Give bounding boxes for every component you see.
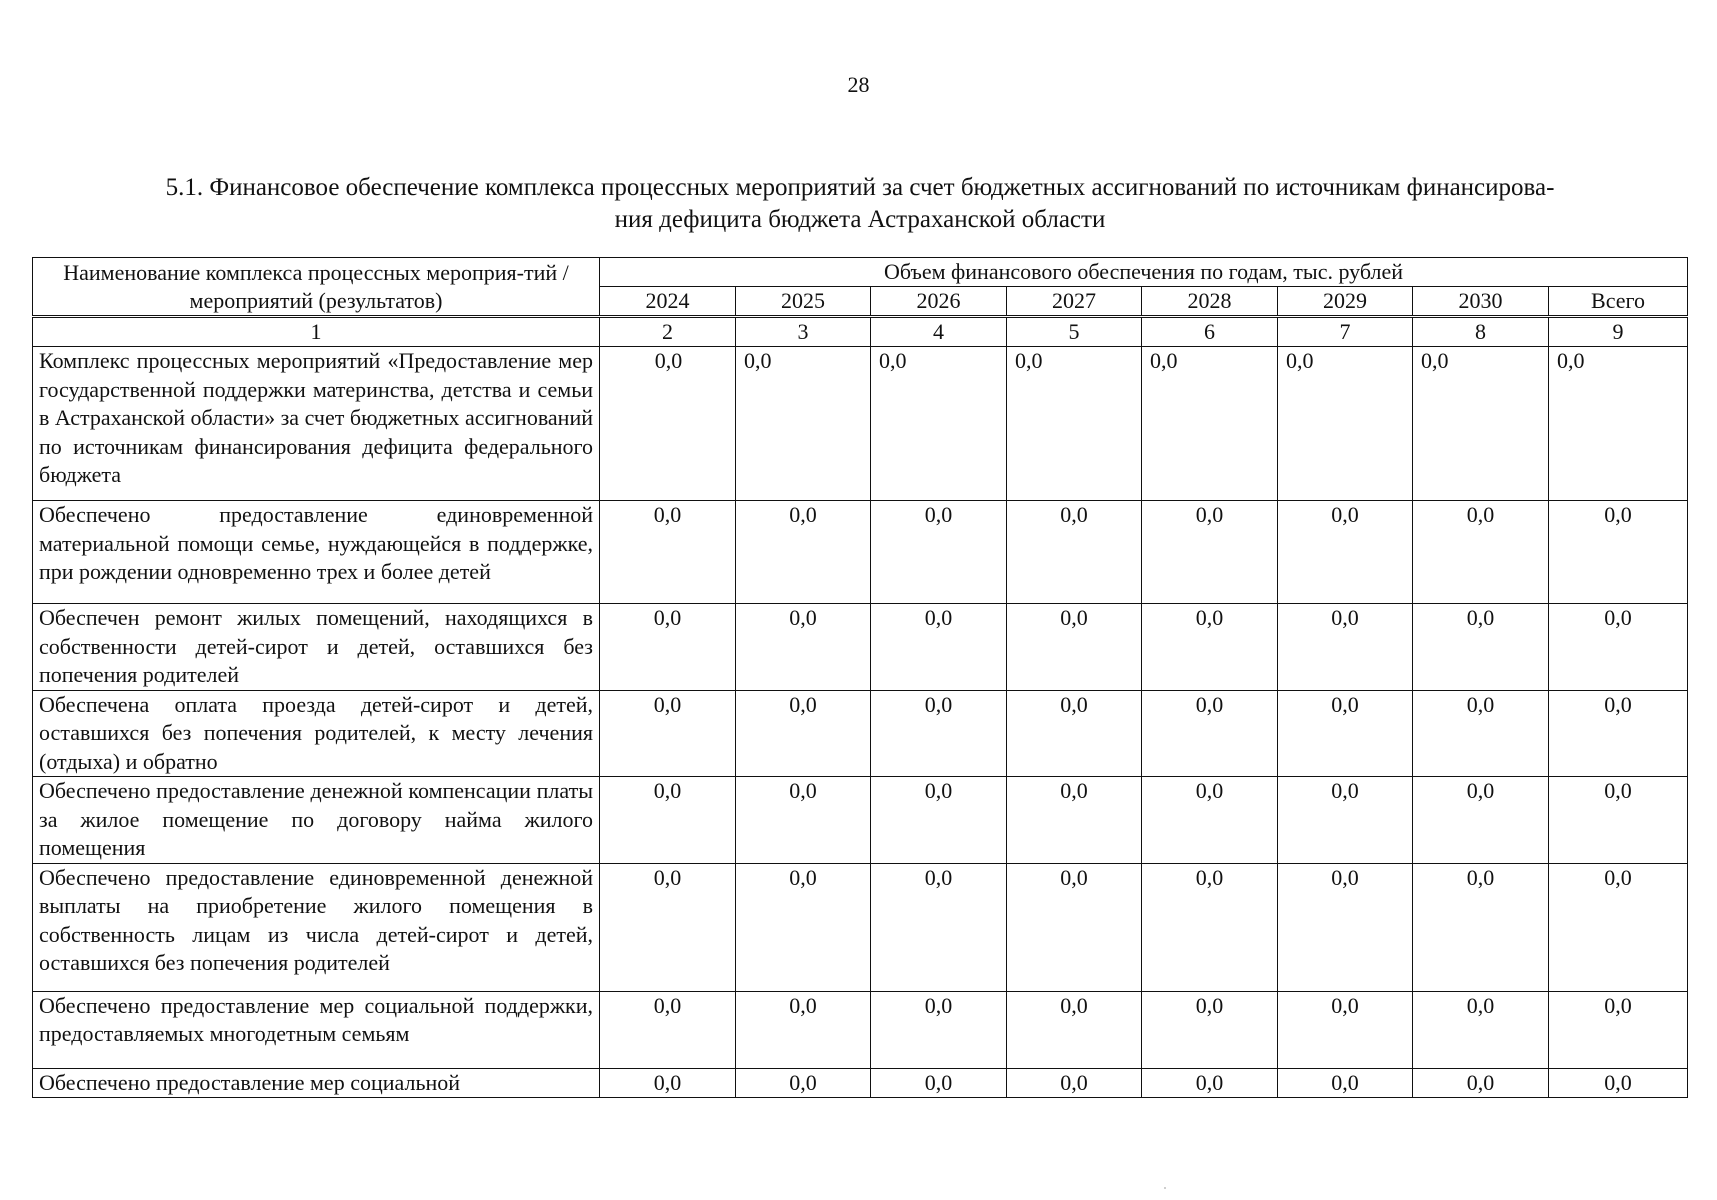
column-number-1: 1 — [33, 317, 600, 347]
row-value-cell: 0,0 — [1007, 347, 1142, 501]
row-value-cell: 0,0 — [1007, 777, 1142, 864]
row-value-cell: 0,0 — [1413, 863, 1549, 991]
row-value-cell: 0,0 — [871, 863, 1007, 991]
section-title-line-2: ния дефицита бюджета Астраханской области — [614, 206, 1106, 233]
table-row — [33, 991, 1688, 1068]
year-header-3: 2026 — [871, 287, 1007, 317]
year-header-6: 2029 — [1278, 287, 1413, 317]
year-header-7: 2030 — [1413, 287, 1549, 317]
row-value-cell: 0,0 — [1278, 347, 1413, 501]
row-value-cell: 0,0 — [1549, 1068, 1688, 1098]
year-header-4: 2027 — [1007, 287, 1142, 317]
row-value-cell: 0,0 — [1278, 863, 1413, 991]
row-value-cell: 0,0 — [1142, 777, 1278, 864]
row-value-cell: 0,0 — [1007, 1068, 1142, 1098]
row-name-cell: Обеспечено предоставление единовременной материальной помощи семье, нуждающейся в поддержке, при рождении одновременно трех и более детей — [33, 501, 600, 604]
row-value-cell: 0,0 — [1413, 604, 1549, 691]
row-value-cell: 0,0 — [1278, 1068, 1413, 1098]
row-value-cell: 0,0 — [600, 777, 736, 864]
row-value-cell: 0,0 — [1413, 1068, 1549, 1098]
column-number-3: 3 — [736, 317, 871, 347]
section-title-line-1: 5.1. Финансовое обеспечение комплекса процессных мероприятий за счет бюджетных ассигнований по источникам финансирова- — [165, 174, 1555, 201]
row-value-cell: 0,0 — [1278, 604, 1413, 691]
row-value-cell: 0,0 — [1142, 690, 1278, 777]
row-value-cell: 0,0 — [871, 347, 1007, 501]
row-value-cell: 0,0 — [1278, 991, 1413, 1068]
year-header-5: 2028 — [1142, 287, 1278, 317]
row-value-cell: 0,0 — [871, 690, 1007, 777]
row-value-cell: 0,0 — [1549, 863, 1688, 991]
row-value-cell: 0,0 — [1142, 347, 1278, 501]
row-value-cell: 0,0 — [736, 604, 871, 691]
row-value-cell: 0,0 — [1549, 604, 1688, 691]
header-row-1 — [33, 258, 1688, 287]
row-value-cell: 0,0 — [871, 604, 1007, 691]
row-value-cell: 0,0 — [736, 347, 871, 501]
column-number-row — [33, 317, 1688, 347]
row-value-cell: 0,0 — [736, 991, 871, 1068]
row-value-cell: 0,0 — [1278, 777, 1413, 864]
row-name-cell: Обеспечен ремонт жилых помещений, находящихся в собственности детей-сирот и детей, оставшихся без попечения родителей — [33, 604, 600, 691]
row-value-cell: 0,0 — [600, 604, 736, 691]
column-number-5: 5 — [1007, 317, 1142, 347]
row-value-cell: 0,0 — [600, 501, 736, 604]
row-value-cell: 0,0 — [1278, 690, 1413, 777]
row-value-cell: 0,0 — [600, 690, 736, 777]
year-header-8: Всего — [1549, 287, 1688, 317]
page-number: 28 — [847, 72, 870, 97]
row-value-cell: 0,0 — [871, 501, 1007, 604]
row-value-cell: 0,0 — [600, 1068, 736, 1098]
row-name-cell: Обеспечено предоставление денежной компенсации платы за жилое помещение по договору найма жилого помещения — [33, 777, 600, 864]
column-number-9: 9 — [1549, 317, 1688, 347]
row-value-cell: 0,0 — [871, 1068, 1007, 1098]
row-value-cell: 0,0 — [1413, 690, 1549, 777]
table-row — [33, 604, 1688, 691]
table-row — [33, 777, 1688, 864]
name-column-header: Наименование комплекса процессных мероприя-тий / мероприятий (результатов) — [33, 258, 600, 317]
row-value-cell: 0,0 — [1549, 777, 1688, 864]
row-value-cell: 0,0 — [1413, 347, 1549, 501]
row-value-cell: 0,0 — [1413, 777, 1549, 864]
row-value-cell: 0,0 — [1142, 863, 1278, 991]
row-name-cell: Обеспечено предоставление единовременной денежной выплаты на приобретение жилого помещения в собственность лицам из числа детей-сирот и детей, оставшихся без попечения родителей — [33, 863, 600, 991]
row-name-cell: Комплекс процессных мероприятий «Предоставление мер государственной поддержки материнства, детства и семьи в Астраханской области» за счет бюджетных ассигнований по источникам финансирования дефицита федерального бюджета — [33, 347, 600, 501]
table-row — [33, 863, 1688, 991]
row-value-cell: 0,0 — [1549, 690, 1688, 777]
row-value-cell: 0,0 — [1413, 501, 1549, 604]
table-row — [33, 501, 1688, 604]
row-value-cell: 0,0 — [600, 347, 736, 501]
column-number-7: 7 — [1278, 317, 1413, 347]
row-value-cell: 0,0 — [600, 991, 736, 1068]
year-header-1: 2024 — [600, 287, 736, 317]
row-value-cell: 0,0 — [736, 1068, 871, 1098]
row-value-cell: 0,0 — [871, 777, 1007, 864]
column-number-6: 6 — [1142, 317, 1278, 347]
row-value-cell: 0,0 — [1007, 690, 1142, 777]
row-value-cell: 0,0 — [1142, 991, 1278, 1068]
table-row — [33, 690, 1688, 777]
row-value-cell: 0,0 — [1278, 501, 1413, 604]
row-value-cell: 0,0 — [736, 777, 871, 864]
row-value-cell: 0,0 — [1549, 991, 1688, 1068]
row-value-cell: 0,0 — [1007, 501, 1142, 604]
table-header — [33, 258, 1688, 317]
row-value-cell: 0,0 — [1007, 991, 1142, 1068]
column-number-2: 2 — [600, 317, 736, 347]
row-value-cell: 0,0 — [1142, 1068, 1278, 1098]
row-value-cell: 0,0 — [600, 863, 736, 991]
row-value-cell: 0,0 — [1549, 501, 1688, 604]
year-header-2: 2025 — [736, 287, 871, 317]
column-number-4: 4 — [871, 317, 1007, 347]
row-value-cell: 0,0 — [736, 690, 871, 777]
section-title — [40, 172, 1680, 236]
row-value-cell: 0,0 — [736, 501, 871, 604]
row-value-cell: 0,0 — [1142, 604, 1278, 691]
row-value-cell: 0,0 — [1007, 863, 1142, 991]
row-name-cell: Обеспечено предоставление мер социальной поддержки, предоставляемых многодетным семьям — [33, 991, 600, 1068]
table-row — [33, 347, 1688, 501]
table-body — [33, 317, 1688, 1098]
row-name-cell: Обеспечено предоставление мер социальной — [33, 1068, 600, 1098]
row-value-cell: 0,0 — [871, 991, 1007, 1068]
row-value-cell: 0,0 — [736, 863, 871, 991]
scan-artifact — [1164, 1187, 1166, 1189]
row-value-cell: 0,0 — [1549, 347, 1688, 501]
column-number-8: 8 — [1413, 317, 1549, 347]
financing-table — [32, 257, 1688, 1098]
funding-group-header: Объем финансового обеспечения по годам, тыс. рублей — [600, 258, 1688, 287]
row-value-cell: 0,0 — [1413, 991, 1549, 1068]
row-value-cell: 0,0 — [1007, 604, 1142, 691]
row-name-cell: Обеспечена оплата проезда детей-сирот и детей, оставшихся без попечения родителей, к месту лечения (отдыха) и обратно — [33, 690, 600, 777]
row-value-cell: 0,0 — [1142, 501, 1278, 604]
table-row — [33, 1068, 1688, 1098]
